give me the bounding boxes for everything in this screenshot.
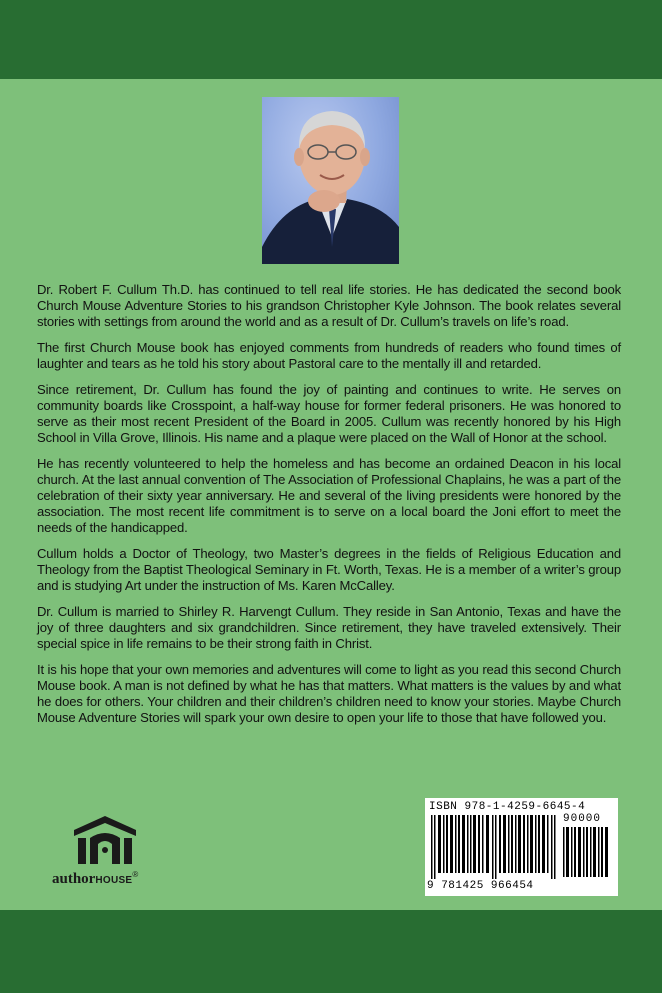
author-portrait-illustration bbox=[262, 97, 399, 264]
price-code: 90000 bbox=[563, 813, 602, 825]
bio-paragraph: Dr. Robert F. Cullum Th.D. has continued to tell real life stories. He has dedicated the second book Church Mouse Adventure Stories to his grandson Christopher Kyle Johnson. The book relates several stories with settings from around the world and as a result of Dr. Cullum’s travels on life’s road. bbox=[37, 282, 621, 329]
bio-paragraph: It is his hope that your own memories and adventures will come to light as you read this second Church Mouse book. A man is not defined by what he has that matters. What matters is the values by and what he does for others. Your children and their children’s children need to know your stories. Maybe Church Mouse Adventure Stories will spark your own desire to open your life to those that have followed you. bbox=[37, 662, 621, 725]
price-barcode-bars bbox=[563, 827, 611, 877]
author-photo bbox=[262, 97, 399, 264]
registered-mark: ® bbox=[132, 870, 139, 879]
isbn-label: ISBN 978-1-4259-6645-4 bbox=[429, 801, 586, 813]
ean-digits: 9 781425 966454 bbox=[427, 880, 534, 892]
bio-paragraph: The first Church Mouse book has enjoyed comments from hundreds of readers who found times of laughter and tears as he told his story about Pastoral care to the mentally ill and retarded. bbox=[37, 340, 621, 371]
publisher-logo bbox=[52, 812, 182, 892]
bio-paragraph: Since retirement, Dr. Cullum has found the joy of painting and continues to write. He serves on community boards like Crosspoint, a half-way house for former federal prisoners. He was honored to serve as their most recent President of the Board in 2005. Cullum was recently honored by his High School in Villa Grove, Illinois. His name and a plaque were placed on the Wall of Honor at the school. bbox=[37, 382, 621, 445]
publisher-name-author: author bbox=[52, 871, 96, 887]
ean-barcode-bars bbox=[431, 815, 559, 879]
publisher-name-house: HOUSE bbox=[95, 875, 133, 886]
authorhouse-book-logo-icon bbox=[72, 814, 138, 866]
bio-paragraph: He has recently volunteered to help the homeless and has become an ordained Deacon in his local church. At the last annual convention of The Association of Professional Chaplains, he was a part of the celebration of their sixty year anniversary. He and several of the living presidents were honored by the association. The most recent life commitment is to serve on a local board the Joni effort to meet the needs of the handicapped. bbox=[37, 456, 621, 535]
bottom-band bbox=[0, 910, 662, 993]
bio-paragraph: Dr. Cullum is married to Shirley R. Harvengt Cullum. They reside in San Antonio, Texas and have the joy of three daughters and six grandchildren. Since retirement, they have traveled extensively. Their special spice in life remains to be their strong faith in Christ. bbox=[37, 604, 621, 651]
bio-paragraph: Cullum holds a Doctor of Theology, two Master’s degrees in the fields of Religious Education and Theology from the Baptist Theological Seminary in Ft. Worth, Texas. He is a member of a writer’s group and is studying Art under the instruction of Ms. Karen McCalley. bbox=[37, 546, 621, 593]
publisher-name bbox=[52, 870, 182, 888]
top-band bbox=[0, 0, 662, 79]
author-bio bbox=[37, 282, 621, 736]
isbn-barcode bbox=[425, 798, 618, 896]
